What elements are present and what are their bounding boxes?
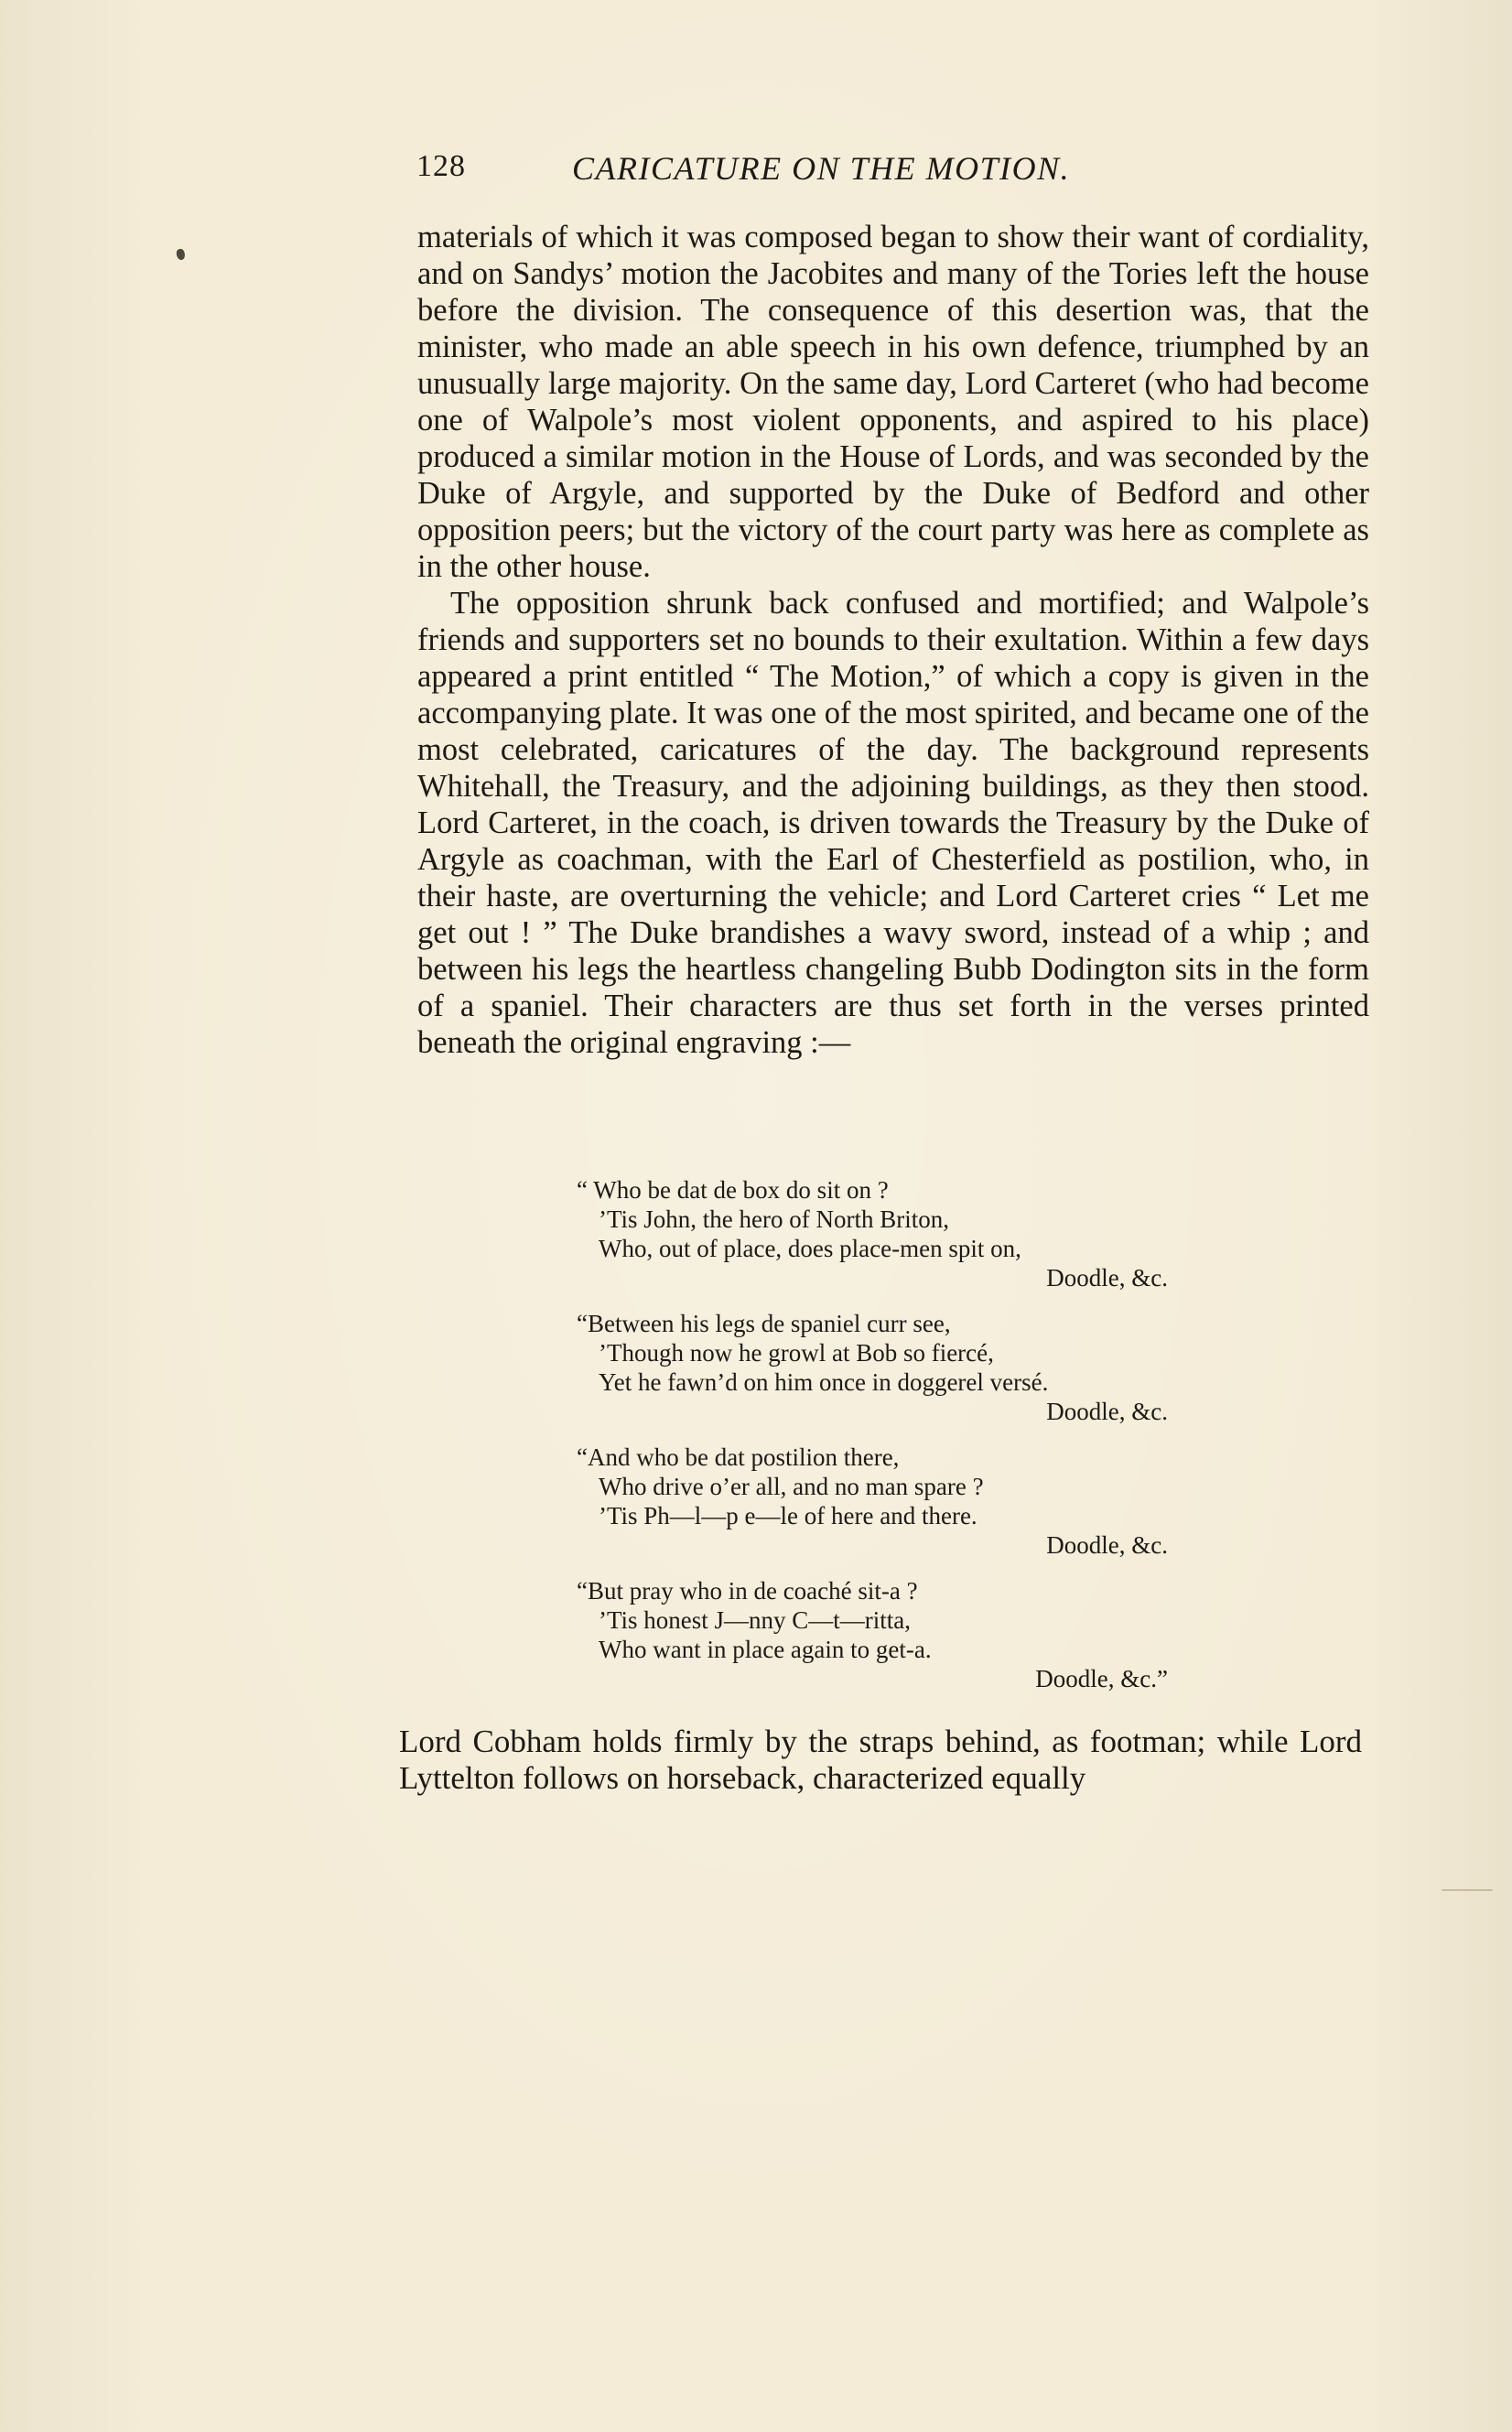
verse-line: “Between his legs de spaniel curr see,: [577, 1310, 951, 1337]
verse-stanza-2: [577, 1309, 1172, 1426]
verse-line: ’Tis honest J—nny C—t—ritta,: [599, 1606, 912, 1634]
running-head: CARICATURE ON THE MOTION.: [572, 150, 1071, 187]
verse-line: ’Tis Ph—l—p e—le of here and there.: [599, 1502, 977, 1529]
verse-line: Who, out of place, does place-men spit on,: [599, 1235, 1021, 1262]
page-header: [416, 149, 1368, 197]
main-text: [417, 219, 1369, 1061]
paragraph-2: The opposition shrunk back confused and mortified; and Walpole’s friends and supporters set no bounds to their exultation. Within a few days appeared a print entitled “ The Motion,” of which a copy is given in the accompanying plate. It was one of the most spirited, and became one of the most celebrated, caricatures of the day. The background represents Whitehall, the Treasury, and the adjoining buildings, as they then stood. Lord Carteret, in the coach, is driven towards the Treasury by the Duke of Argyle as coachman, with the Earl of Chesterfield as postilion, who, in their haste, are overturning the vehicle; and Lord Carteret cries “ Let me get out ! ” The Duke brandishes a wavy sword, instead of a whip ; and between his legs the heartless changeling Bubb Dodington sits in the form of a spaniel. Their characters are thus set forth in the verses printed beneath the original engraving :—: [417, 586, 1369, 1060]
verse-block: [577, 1175, 1172, 1710]
verse-line: Who want in place again to get-a.: [599, 1636, 932, 1663]
verse-line: “And who be dat postilion there,: [577, 1443, 900, 1471]
verse-line: ’Tis John, the hero of North Briton,: [599, 1205, 949, 1233]
verse-refrain: Doodle, &c.: [1046, 1398, 1168, 1425]
verse-refrain: Doodle, &c.”: [1035, 1665, 1168, 1692]
verse-line: Who drive o’er all, and no man spare ?: [599, 1473, 984, 1500]
verse-line: ’Though now he growl at Bob so fiercé,: [599, 1339, 994, 1367]
paragraph-1: materials of which it was composed began to show their want of cordiality, and on Sandys’ motion the Jacobites and many of the Tories left the house before the division. The consequence of this desertion was, that the minister, who made an able speech in his own defence, triumphed by an unusually large majority. On the same day, Lord Carteret (who had become one of Walpole’s most violent opponents, and aspired to his place) produced a similar motion in the House of Lords, and was seconded by the Duke of Argyle, and supported by the Duke of Bedford and other opposition peers; but the victory of the court party was here as complete as in the other house.: [417, 220, 1369, 584]
verse-line: Yet he fawn’d on him once in doggerel versé.: [599, 1368, 1049, 1396]
page-number: 128: [416, 149, 466, 183]
verse-refrain: Doodle, &c.: [1046, 1264, 1168, 1292]
closing-paragraph: [399, 1724, 1362, 1797]
verse-line: “But pray who in de coaché sit-a ?: [577, 1577, 918, 1605]
verse-stanza-1: [577, 1175, 1172, 1292]
paper-scratch-mark: [1442, 1889, 1493, 1891]
verse-stanza-3: [577, 1443, 1172, 1560]
verse-stanza-4: [577, 1576, 1172, 1693]
verse-refrain: Doodle, &c.: [1046, 1531, 1168, 1559]
verse-line: “ Who be dat de box do sit on ?: [577, 1176, 889, 1204]
closing-text: Lord Cobham holds firmly by the straps behind, as footman; while Lord Lyttelton follows on horseback, characterized equally: [399, 1724, 1362, 1796]
ink-speck-mark: [175, 248, 187, 261]
